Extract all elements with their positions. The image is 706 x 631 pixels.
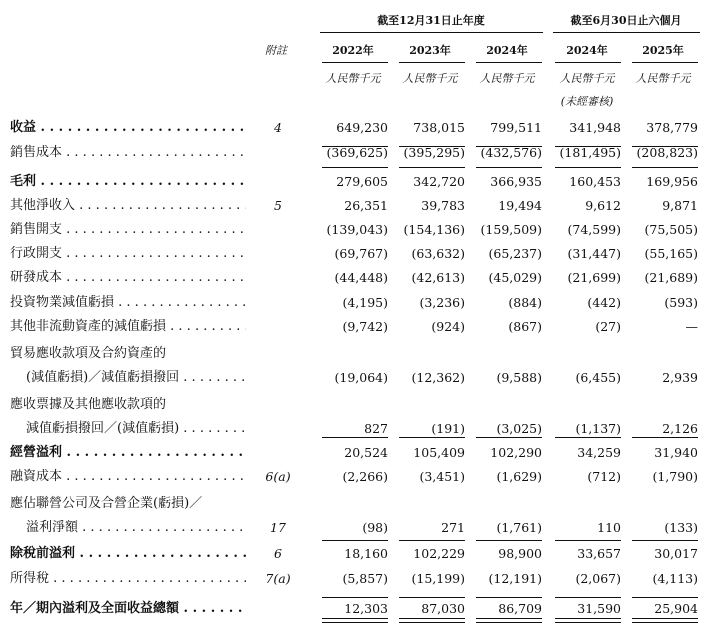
- row-value: (2,266): [342, 469, 388, 484]
- row-value: 827: [364, 421, 388, 436]
- total-double-rule: [322, 618, 388, 623]
- row-label: 投資物業減值虧損 . . .: [10, 294, 246, 312]
- row-label-continued: 減值虧損撥回／(減值虧損) . . .: [26, 420, 246, 438]
- year-header-2022: 2022年: [332, 44, 374, 57]
- row-value: 30,017: [654, 546, 698, 561]
- year-underline: [476, 62, 542, 63]
- row-value: 39,783: [421, 198, 465, 213]
- row-label-continued: (減值虧損)／減值虧損撥回 . . .: [26, 369, 246, 387]
- row-label: 經營溢利 . . .: [10, 444, 246, 462]
- row-value: (154,136): [403, 222, 465, 237]
- row-value: 799,511: [490, 120, 542, 135]
- row-value: 366,935: [490, 174, 542, 189]
- row-value: (69,767): [334, 246, 388, 261]
- year-underline: [555, 62, 621, 63]
- subtotal-rule: [476, 167, 542, 168]
- subtotal-rule: [399, 540, 465, 541]
- row-value: 12,303: [344, 601, 388, 616]
- subtotal-rule: [555, 146, 621, 147]
- row-value: (432,576): [480, 145, 542, 160]
- row-note: 17: [270, 520, 286, 535]
- year-underline: [322, 62, 388, 63]
- row-note: 6: [274, 546, 282, 561]
- unit-label: 人民幣千元: [559, 72, 615, 85]
- row-label-continued: 溢利淨額 . . .: [26, 519, 246, 537]
- subtotal-rule: [555, 437, 621, 438]
- row-note: 7(a): [265, 571, 291, 586]
- subtotal-rule: [632, 167, 698, 168]
- row-value: (3,236): [419, 295, 465, 310]
- row-label: 年／期內溢利及全面收益總額 . . .: [10, 600, 246, 618]
- row-label: 銷售開支 . . .: [10, 221, 246, 239]
- row-value: (181,495): [559, 145, 621, 160]
- row-value: 2,126: [662, 421, 698, 436]
- subtotal-rule: [322, 540, 388, 541]
- row-value: (9,588): [496, 370, 542, 385]
- row-value: (1,629): [496, 469, 542, 484]
- row-value: 87,030: [421, 601, 465, 616]
- row-value: (65,237): [488, 246, 542, 261]
- subtotal-rule: [399, 146, 465, 147]
- row-value: 31,940: [654, 445, 698, 460]
- row-value: (3,025): [496, 421, 542, 436]
- row-value: (74,599): [567, 222, 621, 237]
- row-value: 26,351: [344, 198, 388, 213]
- row-value: (31,447): [567, 246, 621, 261]
- row-label: 應收票據及其他應收款項的: [10, 397, 167, 412]
- row-value: (1,790): [652, 469, 698, 484]
- year-underline: [632, 62, 698, 63]
- subtotal-rule: [555, 167, 621, 168]
- subtotal-rule: [399, 437, 465, 438]
- unit-label: 人民幣千元: [402, 72, 458, 85]
- subtotal-rule: [632, 437, 698, 438]
- row-note: 4: [274, 120, 282, 135]
- unaudited-label: (未經審核): [560, 95, 614, 108]
- row-value: (4,113): [652, 571, 698, 586]
- subtotal-rule: [555, 540, 621, 541]
- row-value: 18,160: [344, 546, 388, 561]
- year-group-underline: [320, 32, 543, 33]
- year-group-header: 截至12月31日止年度: [377, 14, 485, 27]
- row-value: (593): [664, 295, 698, 310]
- subtotal-rule: [322, 167, 388, 168]
- row-value: 738,015: [413, 120, 465, 135]
- row-value: 25,904: [654, 601, 698, 616]
- row-value: (159,509): [480, 222, 542, 237]
- row-value: (133): [664, 520, 698, 535]
- subtotal-rule: [476, 437, 542, 438]
- subtotal-rule: [476, 597, 542, 598]
- row-value: —: [685, 319, 698, 334]
- row-value: (42,613): [411, 270, 465, 285]
- row-value: 160,453: [569, 174, 621, 189]
- row-value: 9,871: [662, 198, 698, 213]
- row-value: (9,742): [342, 319, 388, 334]
- subtotal-rule: [555, 597, 621, 598]
- row-value: (3,451): [419, 469, 465, 484]
- row-value: (45,029): [488, 270, 542, 285]
- row-value: (1,137): [575, 421, 621, 436]
- row-value: 31,590: [577, 601, 621, 616]
- subtotal-rule: [322, 597, 388, 598]
- row-value: (44,448): [334, 270, 388, 285]
- row-value: 271: [441, 520, 465, 535]
- row-value: 105,409: [413, 445, 465, 460]
- row-value: (139,043): [326, 222, 388, 237]
- row-value: (98): [362, 520, 388, 535]
- row-label: 行政開支 . . .: [10, 245, 246, 263]
- row-value: (191): [431, 421, 465, 436]
- unit-label: 人民幣千元: [635, 72, 691, 85]
- row-value: 342,720: [413, 174, 465, 189]
- row-value: 649,230: [336, 120, 388, 135]
- subtotal-rule: [632, 540, 698, 541]
- row-value: 102,229: [413, 546, 465, 561]
- unit-label: 人民幣千元: [325, 72, 381, 85]
- row-value: (12,191): [488, 571, 542, 586]
- row-value: (63,632): [411, 246, 465, 261]
- row-value: (208,823): [636, 145, 698, 160]
- row-value: (369,625): [326, 145, 388, 160]
- year-header-2024: 2024年: [486, 44, 528, 57]
- year-header-2023: 2023年: [409, 44, 451, 57]
- row-label: 研發成本 . . .: [10, 269, 246, 287]
- subtotal-rule: [322, 146, 388, 147]
- row-label: 毛利 . . .: [10, 173, 246, 191]
- row-value: (1,761): [496, 520, 542, 535]
- row-label: 融資成本 . . .: [10, 468, 246, 486]
- row-label: 應佔聯營公司及合營企業(虧損)／: [10, 496, 203, 511]
- row-value: (5,857): [342, 571, 388, 586]
- row-value: 110: [597, 520, 621, 535]
- total-double-rule: [399, 618, 465, 623]
- row-value: 378,779: [646, 120, 698, 135]
- year-underline: [399, 62, 465, 63]
- row-label: 所得稅 . . .: [10, 570, 246, 588]
- row-value: (867): [508, 319, 542, 334]
- total-double-rule: [555, 618, 621, 623]
- row-value: (6,455): [575, 370, 621, 385]
- row-label: 其他淨收入 . . .: [10, 197, 246, 215]
- row-value: (21,689): [644, 270, 698, 285]
- row-value: 20,524: [344, 445, 388, 460]
- row-value: (395,295): [403, 145, 465, 160]
- row-label: 銷售成本 . . .: [10, 144, 246, 162]
- row-value: 34,259: [577, 445, 621, 460]
- row-value: 102,290: [490, 445, 542, 460]
- row-note: 5: [274, 198, 282, 213]
- row-value: 33,657: [577, 546, 621, 561]
- subtotal-rule: [322, 437, 388, 438]
- row-label: 收益 . . .: [10, 119, 246, 137]
- total-double-rule: [632, 618, 698, 623]
- subtotal-rule: [632, 597, 698, 598]
- row-value: (55,165): [644, 246, 698, 261]
- unit-label: 人民幣千元: [479, 72, 535, 85]
- subtotal-rule: [476, 540, 542, 541]
- row-label: 其他非流動資產的減值虧損 . . .: [10, 318, 246, 336]
- note-column-header: 附註: [265, 44, 287, 57]
- row-value: 2,939: [662, 370, 698, 385]
- row-value: (15,199): [411, 571, 465, 586]
- row-value: (884): [508, 295, 542, 310]
- row-value: 169,956: [646, 174, 698, 189]
- row-value: (924): [431, 319, 465, 334]
- total-double-rule: [476, 618, 542, 623]
- row-value: (12,362): [411, 370, 465, 385]
- row-value: (27): [595, 319, 621, 334]
- subtotal-rule: [632, 146, 698, 147]
- row-value: 86,709: [498, 601, 542, 616]
- row-value: (21,699): [567, 270, 621, 285]
- row-value: 19,494: [498, 198, 542, 213]
- row-label: 貿易應收款項及合約資產的: [10, 346, 167, 361]
- subtotal-rule: [476, 146, 542, 147]
- subtotal-rule: [399, 167, 465, 168]
- year-header-2024-six-months: 2024年: [566, 44, 608, 57]
- row-value: 9,612: [585, 198, 621, 213]
- row-value: 98,900: [498, 546, 542, 561]
- row-value: (19,064): [334, 370, 388, 385]
- row-value: (712): [587, 469, 621, 484]
- row-note: 6(a): [265, 469, 291, 484]
- row-value: (442): [587, 295, 621, 310]
- row-value: (75,505): [644, 222, 698, 237]
- six-month-group-underline: [553, 32, 700, 33]
- row-value: (4,195): [342, 295, 388, 310]
- row-value: (2,067): [575, 571, 621, 586]
- subtotal-rule: [399, 597, 465, 598]
- year-header-2025-six-months: 2025年: [642, 44, 684, 57]
- row-value: 279,605: [336, 174, 388, 189]
- six-month-group-header: 截至6月30日止六個月: [570, 14, 682, 27]
- row-label: 除稅前溢利 . . .: [10, 545, 246, 563]
- row-value: 341,948: [569, 120, 621, 135]
